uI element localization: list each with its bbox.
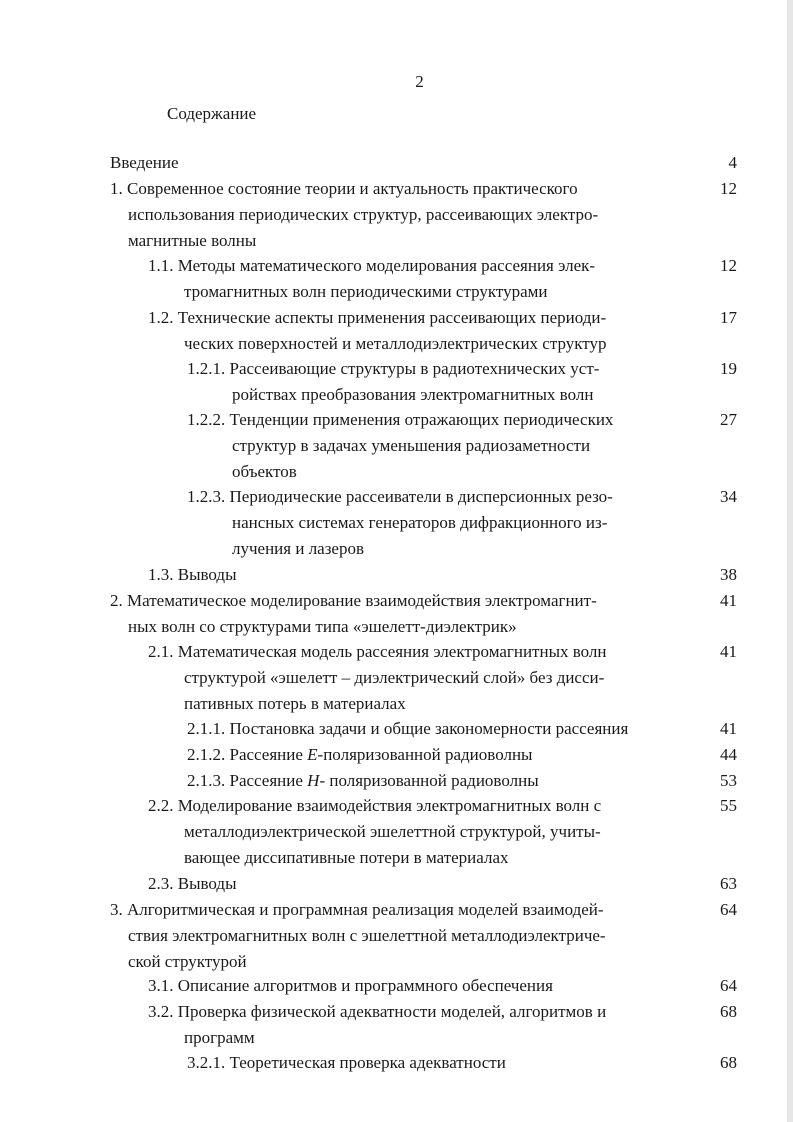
toc-entry-line: 1.2. Технические аспекты применения рассеивающих периоди-: [148, 308, 607, 327]
toc-entry-line: лучения и лазеров: [232, 538, 365, 558]
toc-entry-line: нансных системах генераторов дифракционного из-: [232, 512, 608, 532]
toc-entry-line: тромагнитных волн периодическими структурами: [184, 281, 548, 301]
toc-entry-line: 2.1.3. Рассеяние H- поляризованной радиоволны: [187, 771, 539, 790]
toc-entry-line: структур в задачах уменьшения радиозаметности: [232, 435, 591, 455]
toc-entry-line: 1. Современное состояние теории и актуальность практического: [110, 179, 578, 198]
toc-entry-page: 53: [720, 771, 737, 790]
toc-entry-page: 64: [720, 976, 737, 995]
toc-entry-page: 4: [728, 153, 737, 172]
toc-entry-line: ческих поверхностей и металлодиэлектрических структур: [184, 333, 607, 353]
toc-entry-page: 19: [720, 359, 737, 378]
toc-entry-line: 3.2. Проверка физической адекватности моделей, алгоритмов и: [148, 1002, 607, 1021]
toc-entry-page: 64: [720, 900, 737, 919]
toc-entry-line: использования периодических структур, рассеивающих электро-: [128, 204, 599, 224]
toc-heading: Содержание: [167, 104, 257, 123]
toc-entry-page: 63: [720, 874, 737, 893]
toc-entry-page: 68: [720, 1002, 737, 1021]
toc-entry-page: 41: [720, 642, 737, 661]
toc-entry-page: 44: [720, 745, 737, 764]
toc-entry-line: ствия электромагнитных волн с эшелеттной металлодиэлектриче-: [128, 925, 606, 945]
toc-entry-line: вающее диссипативные потери в материалах: [184, 847, 509, 867]
toc-entry-page: 38: [720, 565, 737, 584]
toc-entry-line: магнитные волны: [128, 230, 257, 250]
page-number: 2: [415, 72, 424, 91]
toc-entry-page: 41: [720, 719, 737, 738]
toc-entry-line: 2.1. Математическая модель рассеяния электромагнитных волн: [148, 642, 607, 661]
toc-entry-line: 2.2. Моделирование взаимодействия электромагнитных волн с: [148, 796, 602, 815]
toc-entry-line: ных волн со структурами типа «эшелетт-диэлектрик»: [128, 616, 517, 636]
toc-entry-line: 1.3. Выводы: [148, 565, 237, 584]
toc-entry-line: 3.1. Описание алгоритмов и программного обеспечения: [148, 976, 553, 995]
toc-entry-page: 12: [720, 179, 737, 198]
toc-entry-line: объектов: [232, 461, 297, 481]
toc-entry-line: 1.1. Методы математического моделирования рассеяния элек-: [148, 256, 596, 275]
toc-entry-page: 55: [720, 796, 737, 815]
toc-entry-line: 1.2.3. Периодические рассеиватели в дисперсионных резо-: [187, 487, 613, 506]
toc-entry-line: 3. Алгоритмическая и программная реализация моделей взаимодей-: [110, 900, 604, 919]
toc-entry-page: 34: [720, 487, 737, 506]
toc-entry-line: 1.2.1. Рассеивающие структуры в радиотехнических уст-: [187, 359, 600, 378]
scan-edge: [787, 0, 793, 1122]
toc-entry-line: структурой «эшелетт – диэлектрический слой» без дисси-: [184, 667, 605, 687]
toc-entry-page: 27: [720, 410, 737, 429]
toc-entry-line: пативных потерь в материалах: [184, 693, 406, 713]
toc-entry-page: 68: [720, 1053, 737, 1072]
toc-entry-line: программ: [184, 1027, 255, 1047]
toc-entry-line: ской структурой: [128, 951, 247, 971]
toc-entry-line: 2.3. Выводы: [148, 874, 237, 893]
toc-entry-line: Введение: [110, 153, 179, 172]
toc-entry-line: 1.2.2. Тенденции применения отражающих периодических: [187, 410, 614, 429]
toc-entry-page: 17: [720, 308, 737, 327]
toc-entry-page: 41: [720, 591, 737, 610]
toc-entry-line: металлодиэлектрической эшелеттной структурой, учиты-: [184, 821, 601, 841]
toc-entry-line: ройствах преобразования электромагнитных волн: [232, 384, 594, 404]
toc-entry-line: 2. Математическое моделирование взаимодействия электромагнит-: [110, 591, 597, 610]
toc-entry-line: 2.1.2. Рассеяние E-поляризованной радиоволны: [187, 745, 533, 764]
toc-entry-line: 2.1.1. Постановка задачи и общие закономерности рассеяния: [187, 719, 629, 738]
toc-entry-line: 3.2.1. Теоретическая проверка адекватности: [187, 1053, 506, 1072]
toc-entry-page: 12: [720, 256, 737, 275]
